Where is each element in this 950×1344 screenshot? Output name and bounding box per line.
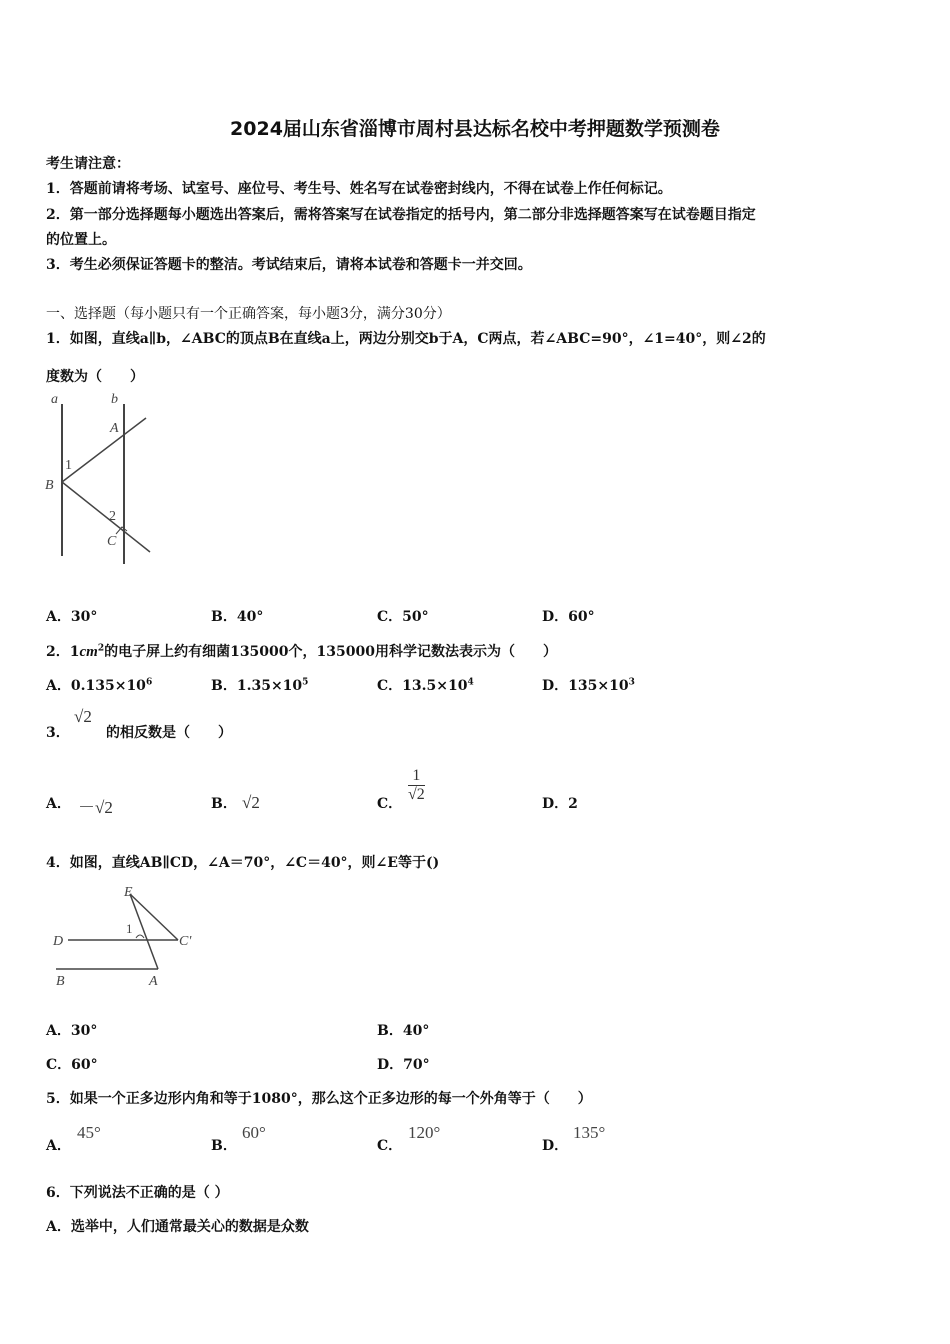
ray-bc [62, 482, 150, 552]
notice-heading: 考生请注意： [46, 156, 130, 172]
q1-option-b: B．40° [211, 609, 264, 625]
label-1: 1 [126, 921, 133, 936]
q1-figure [44, 390, 156, 572]
label-C: C [107, 534, 117, 549]
segment-ec [130, 894, 178, 940]
q2-option-b: B．$1.35\times 10^5$ [211, 677, 309, 694]
q4-option-a: A．30° [46, 1023, 98, 1039]
label-E: E [124, 885, 133, 900]
label-a: a [51, 392, 58, 407]
q5-option-b-value: 60° [242, 1123, 266, 1142]
label-A: A [110, 421, 119, 436]
q3-option-c-fraction: $\frac{1}{√2}$ [408, 767, 425, 803]
q2-option-c: C．$13.5\times 10^4$ [377, 677, 474, 694]
q4-stem: 4．如图，直线AB∥CD，∠A＝70°，∠C＝40°，则∠E等于() [46, 855, 440, 871]
q4-option-d: D．70° [377, 1057, 430, 1073]
q6-option-a: A．选举中，人们通常最关心的数据是众数 [46, 1219, 309, 1235]
q3-option-c-label: C． [377, 796, 403, 812]
label-A: A [149, 974, 158, 989]
q4-figure [48, 880, 208, 992]
q1-stem-line1: 1．如图，直线a∥b，∠ABC的顶点B在直线a上，两边分别交b于A，C两点，若∠ABC=90°，∠1=40°，则∠2的 [46, 331, 766, 347]
q1-option-c: C．50° [377, 609, 429, 625]
q1-option-a: A．30° [46, 609, 98, 625]
q3-option-d: D．2 [542, 796, 578, 812]
label-b: b [111, 392, 118, 407]
q5-option-c-value: 120° [408, 1123, 441, 1142]
q3-option-a-label: A． [46, 796, 71, 812]
q3-option-b-label: B． [211, 796, 237, 812]
q4-option-c: C．60° [46, 1057, 98, 1073]
notice-line-3: 3．考生必须保证答题卡的整洁。考试结束后，请将本试卷和答题卡一并交回。 [46, 257, 532, 273]
q5-stem: 5．如果一个正多边形内角和等于1080°，那么这个正多边形的每一个外角等于（ ） [46, 1091, 592, 1107]
q5-option-c-label: C． [377, 1138, 403, 1154]
label-B: B [45, 478, 54, 493]
q1-option-d: D．60° [542, 609, 595, 625]
q5-option-a-value: 45° [77, 1123, 101, 1142]
q3-option-a-expr: －√2 [78, 798, 113, 817]
q2-stem: 2．$1cm^2$的电子屏上约有细菌135000个，135000用科学记数法表示为（ ） [46, 643, 557, 660]
q5-option-d-label: D． [542, 1138, 569, 1154]
label-C: C' [179, 934, 192, 949]
q5-option-d-value: 135° [573, 1123, 606, 1142]
q3-number: 3． [46, 725, 70, 741]
section-heading: 一、选择题（每小题只有一个正确答案，每小题3分，满分30分） [46, 306, 451, 322]
q2-option-a: A．$0.135\times 10^6$ [46, 677, 153, 694]
notice-line-2: 2．第一部分选择题每小题选出答案后，需将答案写在试卷指定的括号内，第二部分非选择题答案写在试卷题目指定 [46, 207, 756, 223]
q5-option-a-label: A． [46, 1138, 71, 1154]
q3-option-b-expr: √2 [242, 793, 260, 812]
label-2: 2 [109, 509, 116, 524]
q6-stem: 6．下列说法不正确的是（ ） [46, 1185, 229, 1201]
q5-option-b-label: B． [211, 1138, 237, 1154]
q2-option-d: D．$135\times 10^3$ [542, 677, 635, 694]
notice-line-1: 1．答题前请将考场、试室号、座位号、考生号、姓名写在试卷密封线内，不得在试卷上作任何标记。 [46, 181, 672, 197]
segment-ea [130, 894, 158, 969]
q3-stem: 的相反数是（ ） [106, 725, 232, 741]
page-title: 2024届山东省淄博市周村县达标名校中考押题数学预测卷 [230, 118, 720, 140]
label-D: D [53, 934, 64, 949]
q4-option-b: B．40° [377, 1023, 430, 1039]
label-B: B [56, 974, 65, 989]
q1-stem-line2: 度数为（ ） [46, 369, 144, 385]
ray-ba [62, 418, 146, 482]
label-1: 1 [65, 458, 72, 473]
q3-expr: √2 [74, 707, 92, 726]
notice-line-2-cont: 的位置上。 [46, 232, 116, 248]
